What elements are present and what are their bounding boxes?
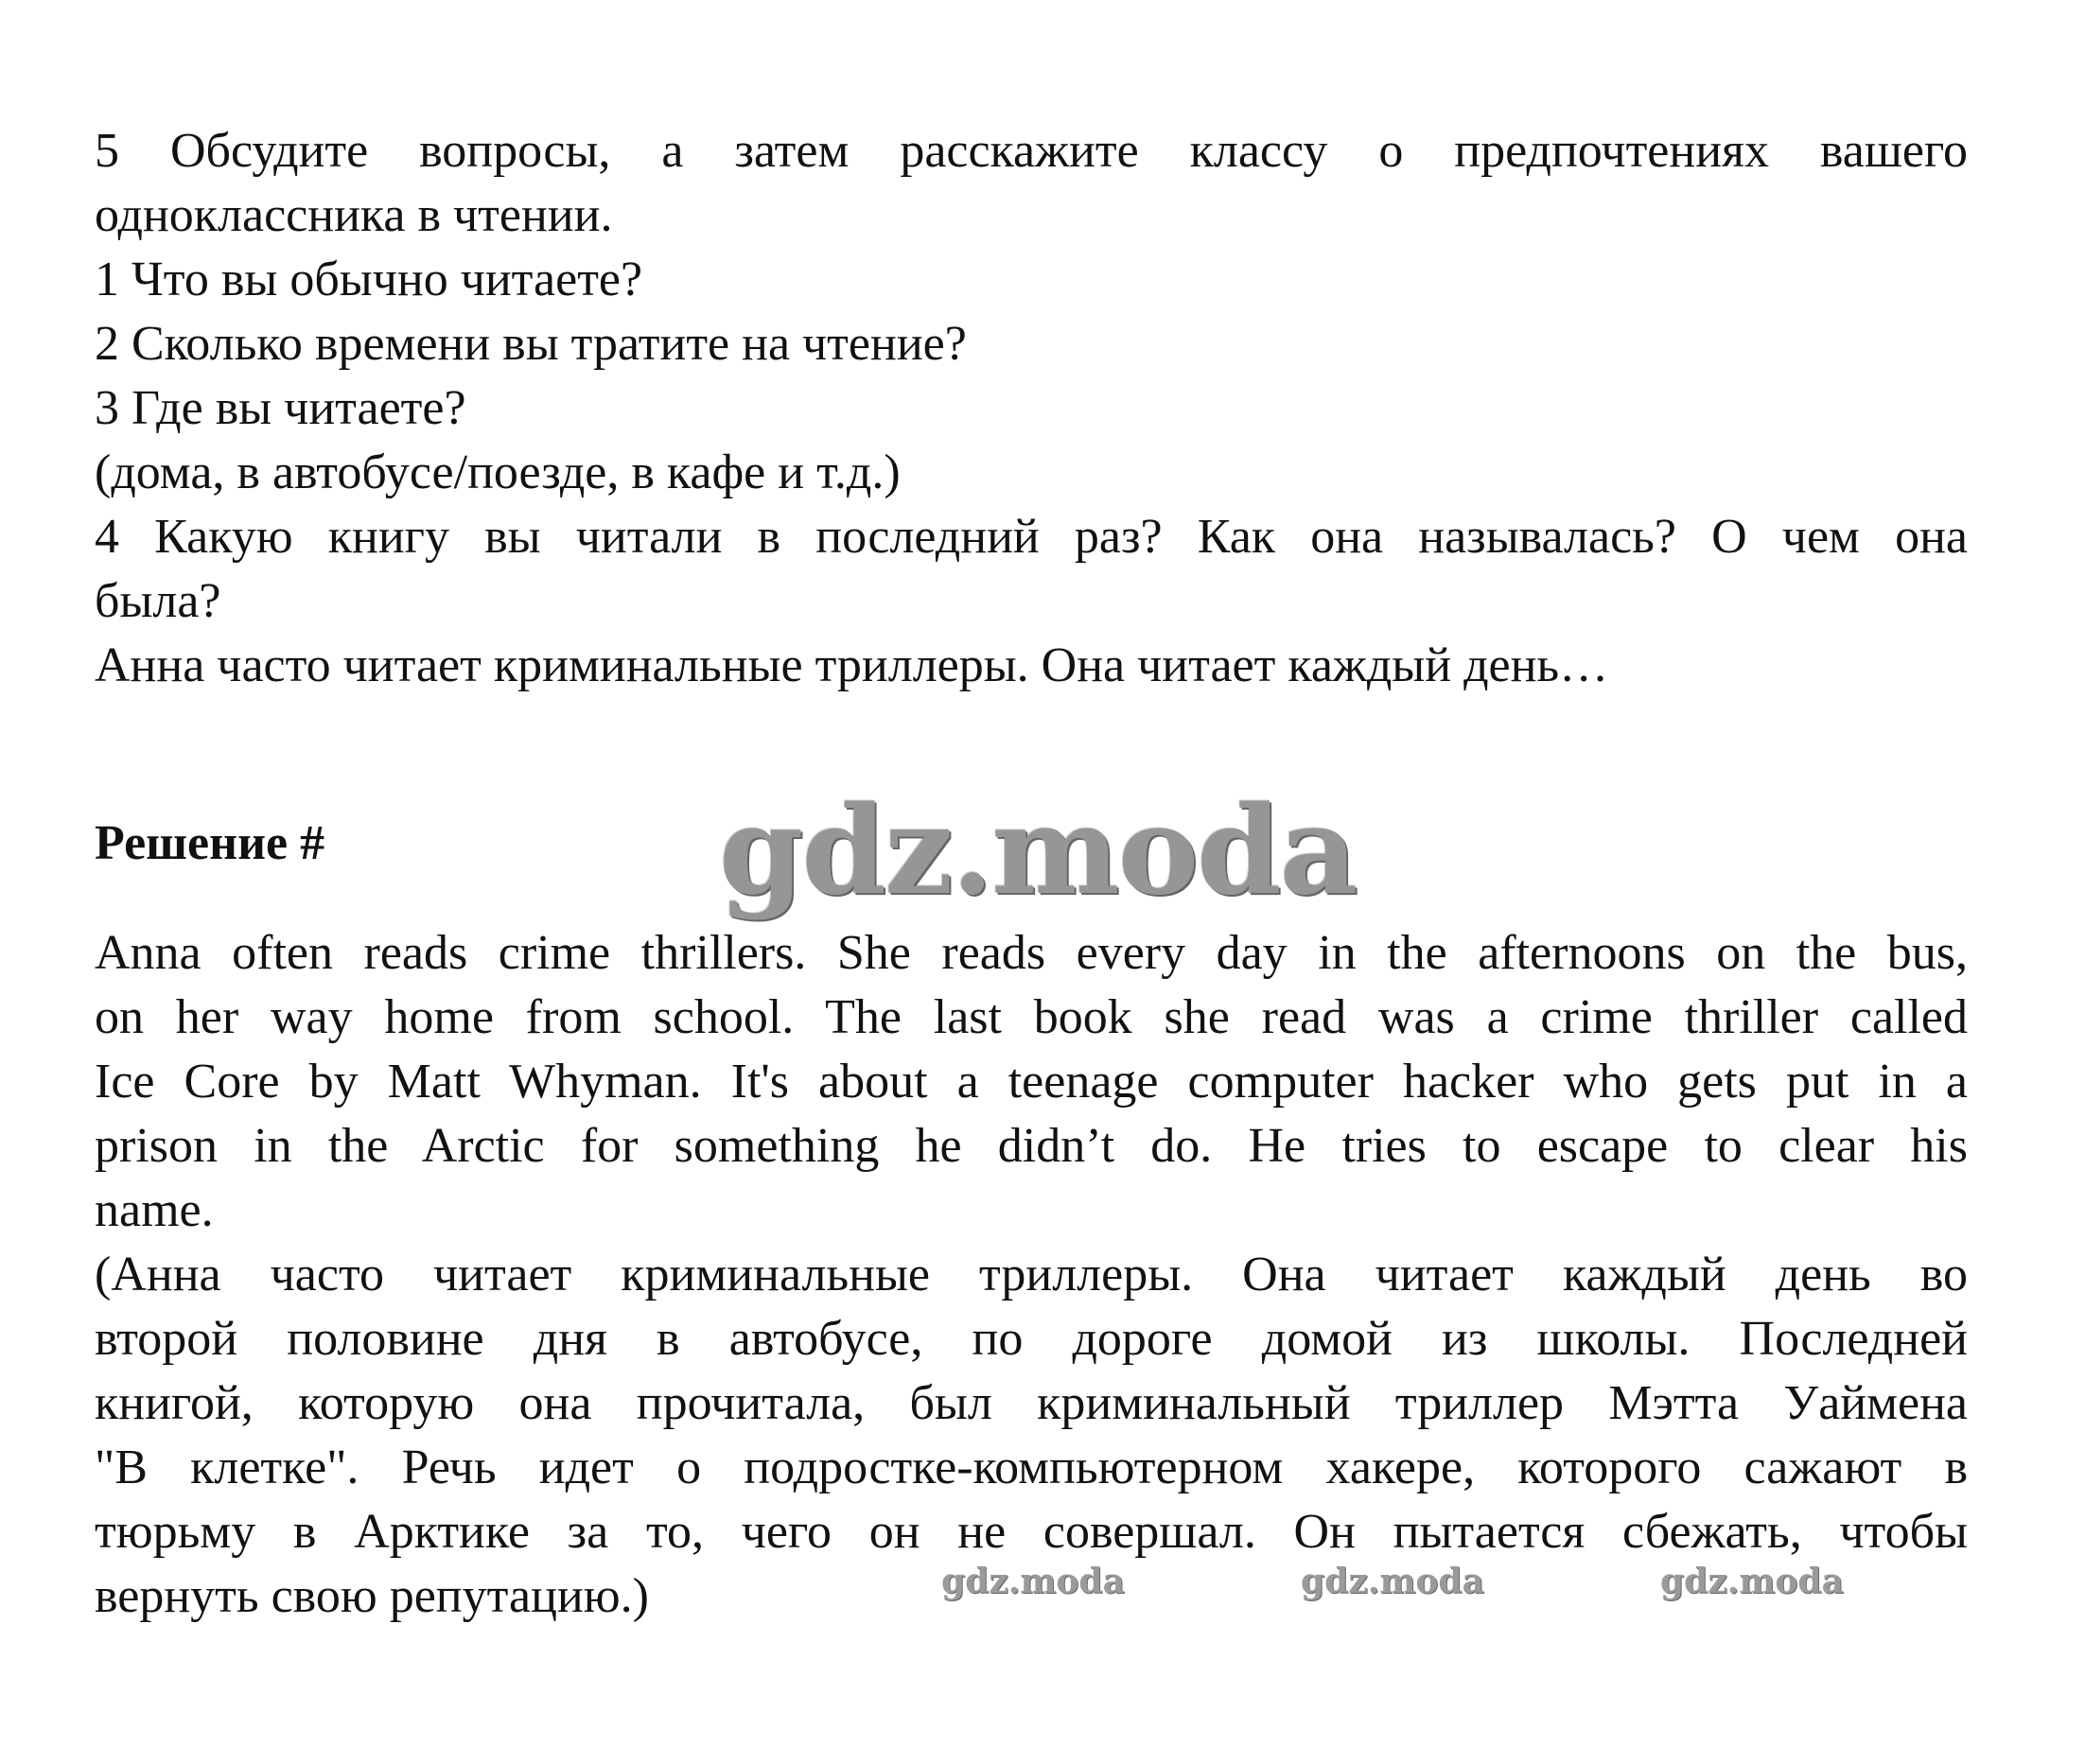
task-example: Анна часто читает криминальные триллеры. Она читает каждый день… (95, 638, 1609, 692)
answer-en-line-5: name. (95, 1183, 214, 1237)
watermark-small-3: gdz.moda (1660, 1562, 1844, 1601)
task-question-4: 4 Какую книгу вы читали в последний раз? Как она называлась? О чем она (95, 510, 1968, 564)
task-question-3-hint: (дома, в автобусе/поезде, в кафе и т.д.) (95, 445, 901, 499)
task-line-1: 5 Обсудите вопросы, а затем расскажите классу о предпочтениях вашего (95, 124, 1968, 178)
answer-ru-line-2: второй половине дня в автобусе, по дороге домой из школы. Последней (95, 1312, 1968, 1366)
watermark-logo: gdz.moda (719, 780, 1357, 922)
answer-ru-line-3: книгой, которую она прочитала, был криминальный триллер Мэтта Уаймена (95, 1376, 1968, 1430)
answer-ru-line-6: вернуть свою репутацию.) (95, 1569, 649, 1623)
answer-en-line-4: prison in the Arctic for something he didn’t do. He tries to escape to clear his (95, 1119, 1968, 1173)
watermark-small-2: gdz.moda (1301, 1562, 1484, 1601)
answer-en-line-3: Ice Core by Matt Whyman. It's about a teenage computer hacker who gets put in a (95, 1055, 1968, 1109)
answer-en-line-2: on her way home from school. The last book she read was a crime thriller called (95, 990, 1968, 1044)
answer-en-line-1: Anna often reads crime thrillers. She reads every day in the afternoons on the bus, (95, 926, 1968, 980)
task-question-3: 3 Где вы читаете? (95, 381, 466, 435)
answer-ru-line-4: "В клетке". Речь идет о подростке-компьютерном хакере, которого сажают в (95, 1441, 1968, 1494)
solution-heading: Решение # (95, 816, 325, 870)
answer-ru-line-5: тюрьму в Арктике за то, чего он не совершал. Он пытается сбежать, чтобы (95, 1505, 1968, 1559)
watermark-small-1: gdz.moda (941, 1562, 1125, 1601)
task-question-2: 2 Сколько времени вы тратите на чтение? (95, 317, 967, 371)
task-question-1: 1 Что вы обычно читаете? (95, 253, 643, 306)
task-question-4-cont: была? (95, 574, 221, 628)
task-line-2: одноклассника в чтении. (95, 188, 613, 242)
answer-ru-line-1: (Анна часто читает криминальные триллеры. Она читает каждый день во (95, 1248, 1968, 1301)
